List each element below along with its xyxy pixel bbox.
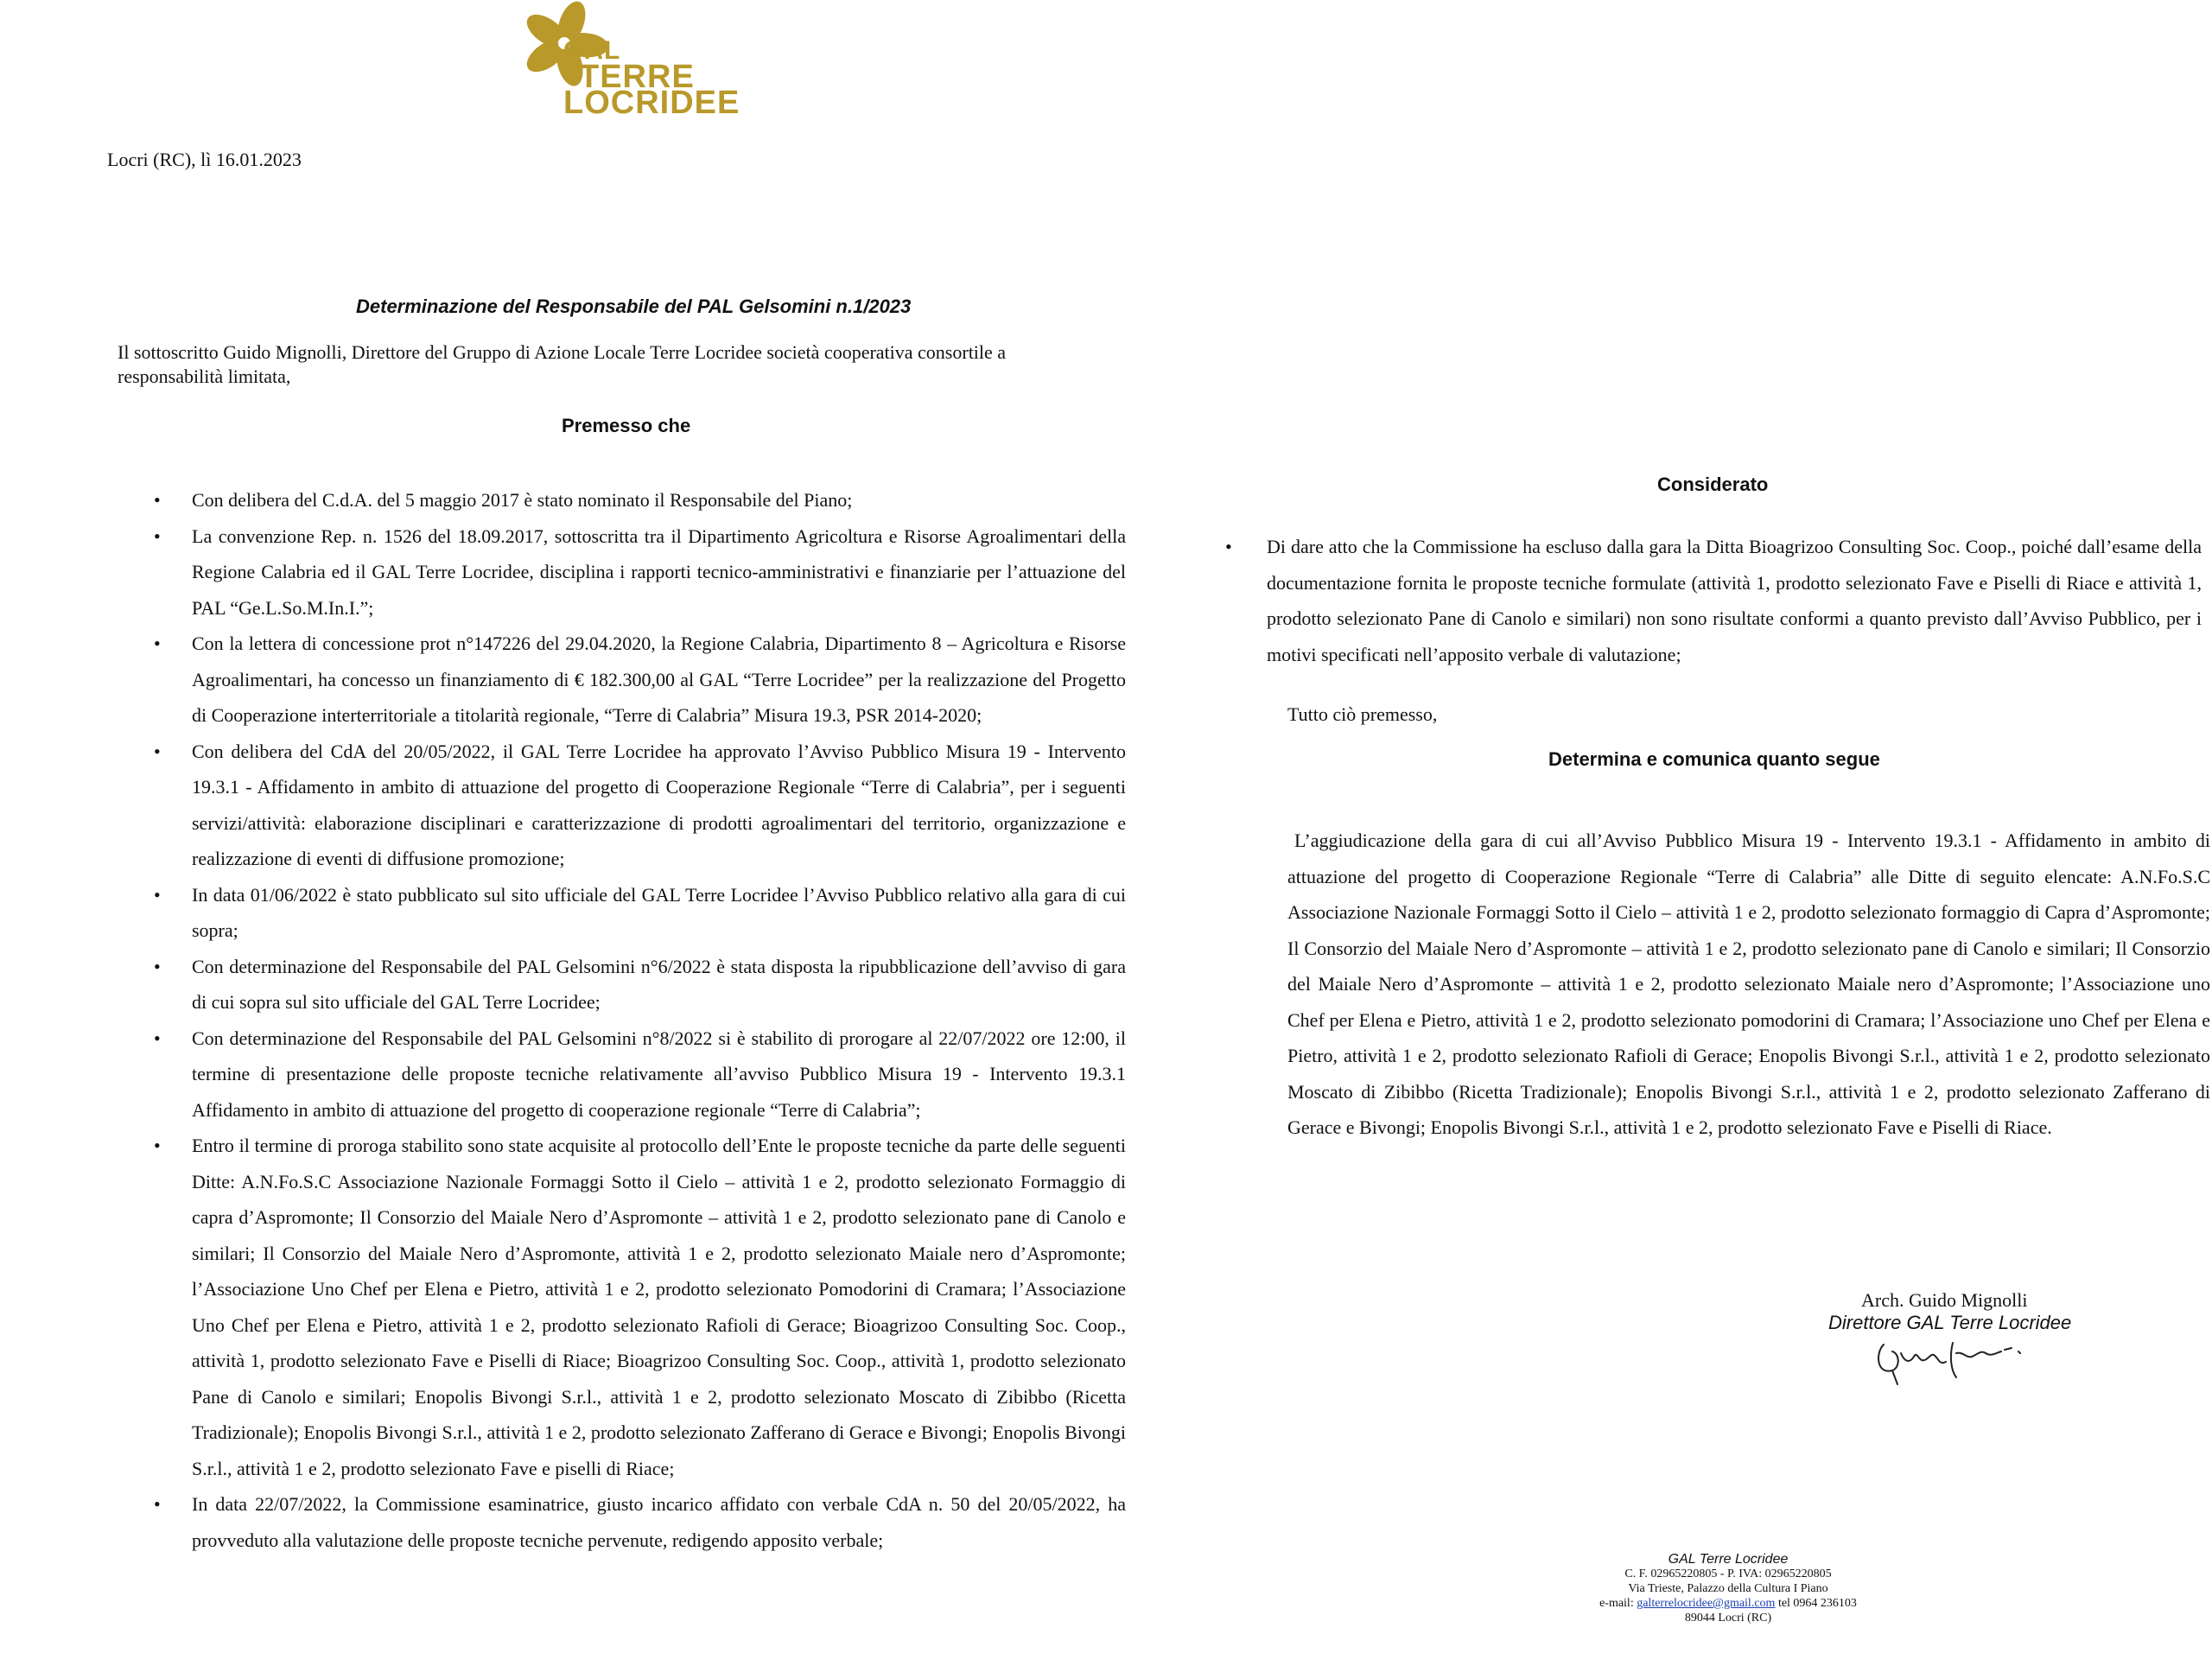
- premesso-heading: Premesso che: [562, 415, 691, 436]
- footer-email-link[interactable]: galterrelocridee@gmail.com: [1637, 1597, 1776, 1610]
- place-date: Locri (RC), lì 16.01.2023: [107, 149, 302, 170]
- list-item: [154, 1021, 1126, 1129]
- bullet-icon: •: [1225, 536, 1232, 557]
- logo-text-gal: GAL: [563, 36, 621, 65]
- list-item-text: Con delibera del CdA del 20/05/2022, il GAL Terre Locridee ha approvato l’Avviso Pubblico Misura 19 - Intervento 19.3.1 - Affidamento in ambito di attuazione del progetto di Cooperazione Regionale “Terre di Calabria”, per i seguenti servizi/attività: elaborazione disciplinari e caratterizzazione di prodotti agroalimentari del territorio, organizzazione e realizzazione di eventi di diffusione promozione;: [192, 740, 1126, 869]
- list-item: [154, 949, 1126, 1021]
- bullet-icon: •: [154, 883, 161, 906]
- footer-contacts: [1538, 1596, 1918, 1611]
- signatory-role: Direttore GAL Terre Locridee: [1828, 1312, 2072, 1333]
- list-item-text: Con determinazione del Responsabile del PAL Gelsomini n°6/2022 è stata disposta la ripubblicazione dell’avviso di gara di cui sopra sul sito ufficiale del GAL Terre Locridee;: [192, 955, 1126, 1013]
- footer: [1538, 1552, 1918, 1625]
- list-item-text: In data 01/06/2022 è stato pubblicato sul sito ufficiale del GAL Terre Locridee l’Avviso Pubblico relativo alla gara di cui sopra;: [192, 883, 1126, 941]
- bullet-icon: •: [154, 1027, 161, 1049]
- premesso-list: [154, 482, 1126, 1558]
- footer-title: GAL Terre Locridee: [1668, 1552, 1789, 1567]
- intro-paragraph: Il sottoscritto Guido Mignolli, Direttore del Gruppo di Azione Locale Terre Locridee società cooperativa consortile a responsabilità limitata,: [118, 341, 1007, 387]
- list-item-text: Di dare atto che la Commissione ha escluso dalla gara la Ditta Bioagrizoo Consulting Soc. Coop., poiché dall’esame della documentazione fornita le proposte tecniche formulate (attività 1, prodotto selezionato Fave e Piselli di Riace e attività 1, prodotto selezionato Pane di Canolo e similari) non sono risultate conformi a quanto previsto dall’Avviso Pubblico, per i motivi specificati nell’apposito verbale di valutazione;: [1267, 536, 2202, 665]
- considerato-heading: Considerato: [1657, 474, 1769, 495]
- bullet-icon: •: [154, 633, 161, 654]
- list-item: [154, 482, 1126, 518]
- logo-text-terre: TERRE: [579, 59, 695, 95]
- bullet-icon: •: [154, 525, 161, 547]
- list-item-text: Con determinazione del Responsabile del PAL Gelsomini n°8/2022 si è stabilito di prorogare al 22/07/2022 ore 12:00, il termine di presentazione delle proposte tecniche relativamente all’avviso Pubblico Misura 19 - Intervento 19.3.1 Affidamento in ambito di attuazione del progetto di cooperazione regionale “Terre di Calabria”;: [192, 1027, 1126, 1121]
- list-item-text: Con la lettera di concessione prot n°147226 del 29.04.2020, la Regione Calabria, Dipartimento 8 – Agricoltura e Risorse Agroalimentari, ha concesso un finanziamento di € 182.300,00 al GAL “Terre Locridee” per la realizzazione del Progetto di Cooperazione interterritoriale a titolarità regionale, “Terre di Calabria” Misura 19.3, PSR 2014-2020;: [192, 633, 1126, 726]
- list-item-text: Con delibera del C.d.A. del 5 maggio 2017 è stato nominato il Responsabile del Piano;: [192, 489, 853, 511]
- signatory-name: Arch. Guido Mignolli: [1861, 1289, 2028, 1311]
- list-item-text: In data 22/07/2022, la Commissione esaminatrice, giusto incarico affidato con verbale CdA n. 50 del 20/05/2022, ha provveduto alla valutazione delle proposte tecniche pervenute, redigendo apposito verbale;: [192, 1493, 1126, 1551]
- bullet-icon: •: [154, 489, 161, 511]
- bullet-icon: •: [154, 955, 161, 977]
- document-title: Determinazione del Responsabile del PAL Gelsomini n.1/2023: [356, 296, 912, 317]
- footer-cf-piva: C. F. 02965220805 - P. IVA: 02965220805: [1624, 1567, 1832, 1580]
- gal-logo: [517, 0, 741, 121]
- list-item: [1225, 529, 2202, 672]
- list-item: [154, 1486, 1126, 1558]
- considerato-list: [1225, 529, 2202, 672]
- footer-city: 89044 Locri (RC): [1684, 1612, 1772, 1625]
- list-item: [154, 1128, 1126, 1486]
- determina-paragraph: L’aggiudicazione della gara di cui all’Avviso Pubblico Misura 19 - Intervento 19.3.1 - Affidamento in ambito di attuazione del progetto di Cooperazione Regionale “Terre di Calabria” alle Ditte di seguito elencate: A.N.Fo.S.C Associazione Nazionale Formaggi Sotto il Cielo – attività 1 e 2, prodotto selezionato formaggio di Capra d’Aspromonte; Il Consorzio del Maiale Nero d’Aspromonte – attività 1 e 2, prodotto selezionato pane di Canolo e similari; Il Consorzio del Maiale Nero d’Aspromonte – attività 1 e 2, prodotto selezionato Maiale nero d’Aspromonte; l’Associazione uno Chef per Elena e Pietro, attività 1 e 2, prodotto selezionato pomodorini di Cramara; l’Associazione uno Chef per Elena e Pietro, attività 1 e 2, prodotto selezionato Rafioli di Gerace; Enopolis Bivongi S.r.l., attività 1 e 2, prodotto selezionato Moscato di Zibibbo (Ricetta Tradizionale); Enopolis Bivongi S.r.l., attività 1 e 2, prodotto selezionato Zafferano di Gerace e Bivongi; Enopolis Bivongi S.r.l., attività 1 e 2, prodotto selezionato Fave e Piselli di Riace.: [1287, 830, 2210, 1138]
- footer-address: Via Trieste, Palazzo della Cultura I Piano: [1628, 1582, 1828, 1595]
- list-item-text: Entro il termine di proroga stabilito sono state acquisite al protocollo dell’Ente le proposte tecniche da parte delle seguenti Ditte: A.N.Fo.S.C Associazione Nazionale Formaggi Sotto il Cielo – attività 1 e 2, prodotto selezionato Formaggio di capra d’Aspromonte; Il Consorzio del Maiale Nero d’Aspromonte – attività 1 e 2, prodotto selezionato pane di Canolo e similari; Il Consorzio del Maiale Nero d’Aspromonte, attività 1 e 2, prodotto selezionato Maiale nero d’Aspromonte; l’Associazione Uno Chef per Elena e Pietro, attività 1 e 2, prodotto selezionato Pomodorini di Cramara; l’Associazione Uno Chef per Elena e Pietro, attività 1 e 2, prodotto selezionato Rafioli di Gerace; Bioagrizoo Consulting Soc. Coop., attività 1, prodotto selezionato Fave e Piselli di Riace; Bioagrizoo Consulting Soc. Coop., attività 1, prodotto selezionato Pane di Canolo e similari; Enopolis Bivongi S.r.l., attività 1 e 2, prodotto selezionato Moscato di Zibibbo (Ricetta Tradizionale); Enopolis Bivongi S.r.l., attività 1 e 2, prodotto selezionato Zafferano di Gerace e Bivongi; Enopolis Bivongi S.r.l., attività 1 e 2, prodotto selezionato Fave e piselli di Riace;: [192, 1135, 1126, 1479]
- bullet-icon: •: [154, 1135, 161, 1156]
- list-item: [154, 877, 1126, 949]
- list-item-text: La convenzione Rep. n. 1526 del 18.09.2017, sottoscritta tra il Dipartimento Agricoltura e Risorse Agroalimentari della Regione Calabria ed il GAL Terre Locridee, disciplina i rapporti tecnico-amministrativi e finanziarie per l’attuazione del PAL “Ge.L.So.M.In.I.”;: [192, 525, 1126, 619]
- tutto-premesso-text: Tutto ciò premesso,: [1287, 703, 1438, 725]
- logo-text-locridee: LOCRIDEE: [563, 85, 741, 121]
- footer-email-label: e-mail:: [1599, 1597, 1634, 1610]
- determina-heading: Determina e comunica quanto segue: [1548, 748, 1880, 770]
- footer-phone: tel 0964 236103: [1777, 1597, 1857, 1610]
- list-item: [154, 734, 1126, 877]
- handwritten-signature-icon: [1866, 1327, 2039, 1388]
- bullet-icon: •: [154, 1493, 161, 1515]
- list-item: [154, 626, 1126, 734]
- list-item: [154, 518, 1126, 626]
- logo-text: [563, 36, 741, 121]
- bullet-icon: •: [154, 740, 161, 762]
